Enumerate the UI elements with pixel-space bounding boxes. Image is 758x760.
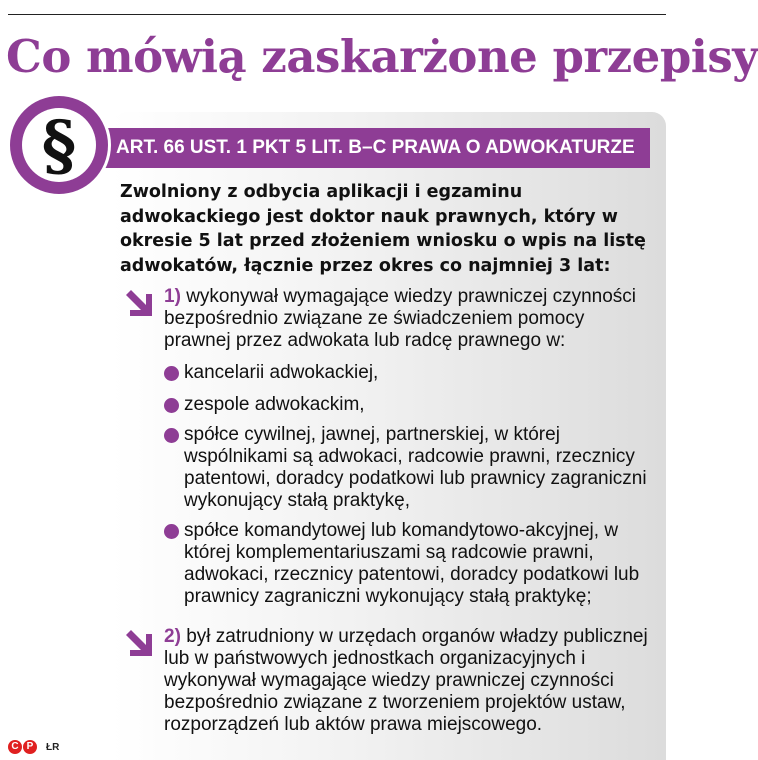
logo-letter-c: C bbox=[8, 740, 22, 754]
section-sign: § bbox=[41, 106, 77, 184]
author-credit: ŁR bbox=[46, 742, 60, 753]
point-2-number: 2) bbox=[164, 626, 181, 647]
arrow-down-right-icon bbox=[122, 286, 156, 320]
bullet-dot bbox=[164, 524, 179, 539]
bullet-dot bbox=[164, 366, 179, 381]
subitem-4 bbox=[164, 520, 650, 608]
arrow-down-right-icon bbox=[122, 626, 156, 660]
point-1 bbox=[164, 286, 650, 352]
point-2 bbox=[164, 626, 650, 736]
point-2-text: był zatrudniony w urzędach organów władzy publicznej lub w państwowych jednostkach organizacyjnych i wykonywał wymagające wiedzy prawniczej czynności bezpośrednio związane z tworzeniem projektów ustaw, rozporządzeń lub aktów prawa miejscowego. bbox=[164, 626, 648, 735]
subitem-2-text: zespole adwokackim, bbox=[184, 394, 365, 415]
top-rule bbox=[8, 14, 666, 15]
subitem-2 bbox=[164, 394, 650, 416]
article-header: ART. 66 UST. 1 PKT 5 LIT. B–C PRAWA O ADWOKATURZE bbox=[94, 128, 650, 168]
bullet-dot bbox=[164, 398, 179, 413]
logo-letter-p: P bbox=[23, 740, 37, 754]
subitem-3-text: spółce cywilnej, jawnej, partnerskiej, w której wspólnikami są adwokaci, radcowie prawni, rzecznicy patentowi, doradcy podatkowi lub prawnicy zagraniczni wykonujący stałą praktykę, bbox=[184, 424, 647, 511]
point-1-text: wykonywał wymagające wiedzy prawniczej czynności bezpośrednio związane ze świadczeniem pomocy prawnej przez adwokata lub radcę prawnego w: bbox=[164, 286, 637, 351]
intro-text: Zwolniony z odbycia aplikacji i egzaminu adwokackiego jest doktor nauk prawnych, który w okresie 5 lat przed złożeniem wniosku o wpis na listę adwokatów, łącznie przez okres co najmniej 3 lat: bbox=[120, 182, 646, 276]
publisher-logo bbox=[8, 740, 38, 756]
subitem-1 bbox=[164, 362, 650, 384]
subitem-1-text: kancelarii adwokackiej, bbox=[184, 362, 379, 383]
page-title: Co mówią zaskarżone przepisy bbox=[6, 30, 758, 83]
paragraph-section-icon bbox=[10, 96, 108, 194]
subitem-3 bbox=[164, 424, 650, 512]
subitem-4-text: spółce komandytowej lub komandytowo-akcyjnej, w której komplementariuszami są radcowie prawni, adwokaci, rzecznicy patentowi, doradcy podatkowi lub prawnicy zagraniczni wykonujący stałą praktykę; bbox=[184, 520, 640, 607]
point-1-number: 1) bbox=[164, 286, 181, 307]
bullet-dot bbox=[164, 428, 179, 443]
